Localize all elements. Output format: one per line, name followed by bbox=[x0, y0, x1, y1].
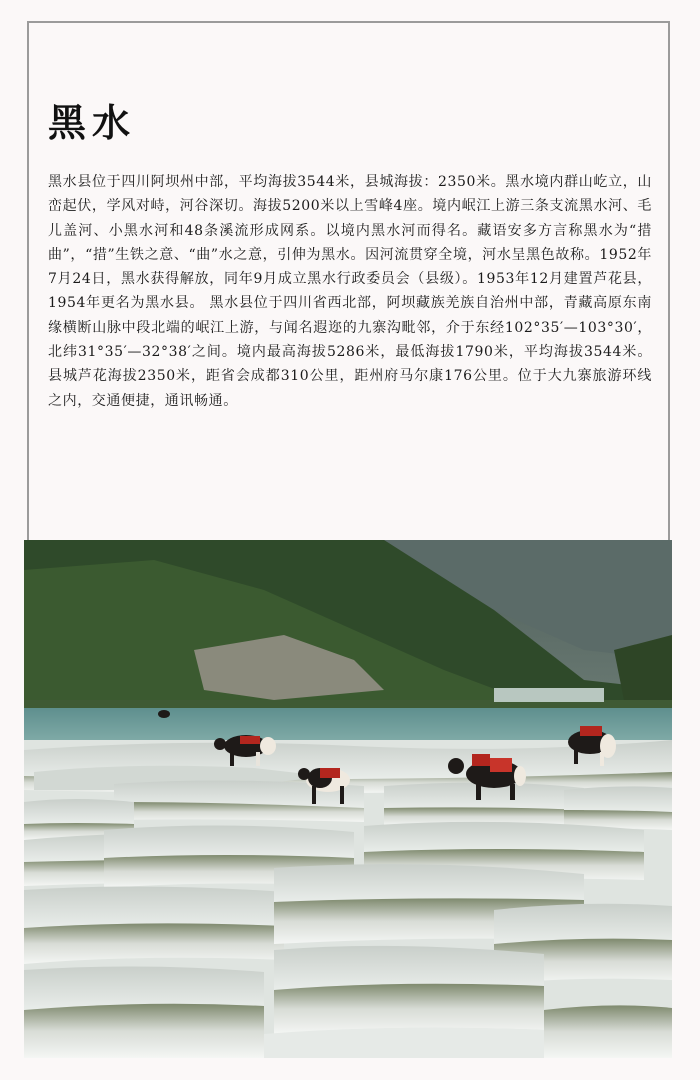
landscape-photo bbox=[24, 540, 672, 1058]
page-title: 黑水 bbox=[48, 100, 137, 145]
distant-cascade bbox=[494, 688, 604, 702]
yak-distant bbox=[158, 710, 170, 718]
article-body: 黑水县位于四川阿坝州中部，平均海拔3544米，县城海拔：2350米。黑水境内群山屹立，山峦起伏，学风对峙，河谷深切。海拔5200米以上雪峰4座。境内岷江上游三条支流黑水河、毛儿盖河、小黑水河和48条溪流形成网系。以境内黑水河而得名。藏语安多方言称黑水为“措曲”，“措”生铁之意、“曲”水之意，引伸为黑水。因河流贯穿全境，河水呈黑色故称。1952年7月24日，黑水获得解放，同年9月成立黑水行政委员会（县级）。1953年12月建置芦花县，1954年更名为黑水县。 黑水县位于四川省西北部，阿坝藏族羌族自治州中部，青藏高原东南缘横断山脉中段北端的岷江上游，与闻名遐迩的九寨沟毗邻，介于东经102°35′—103°30′，北纬31°35′—32°38′之间。境内最高海拔5286米，最低海拔1790米，平均海拔3544米。县城芦花海拔2350米，距省会成都310公里，距州府马尔康176公里。位于大九寨旅游环线之内，交通便捷，通讯畅通。 bbox=[48, 174, 652, 409]
travertine-terraces bbox=[24, 740, 672, 1058]
photo-illustration bbox=[24, 540, 672, 1058]
